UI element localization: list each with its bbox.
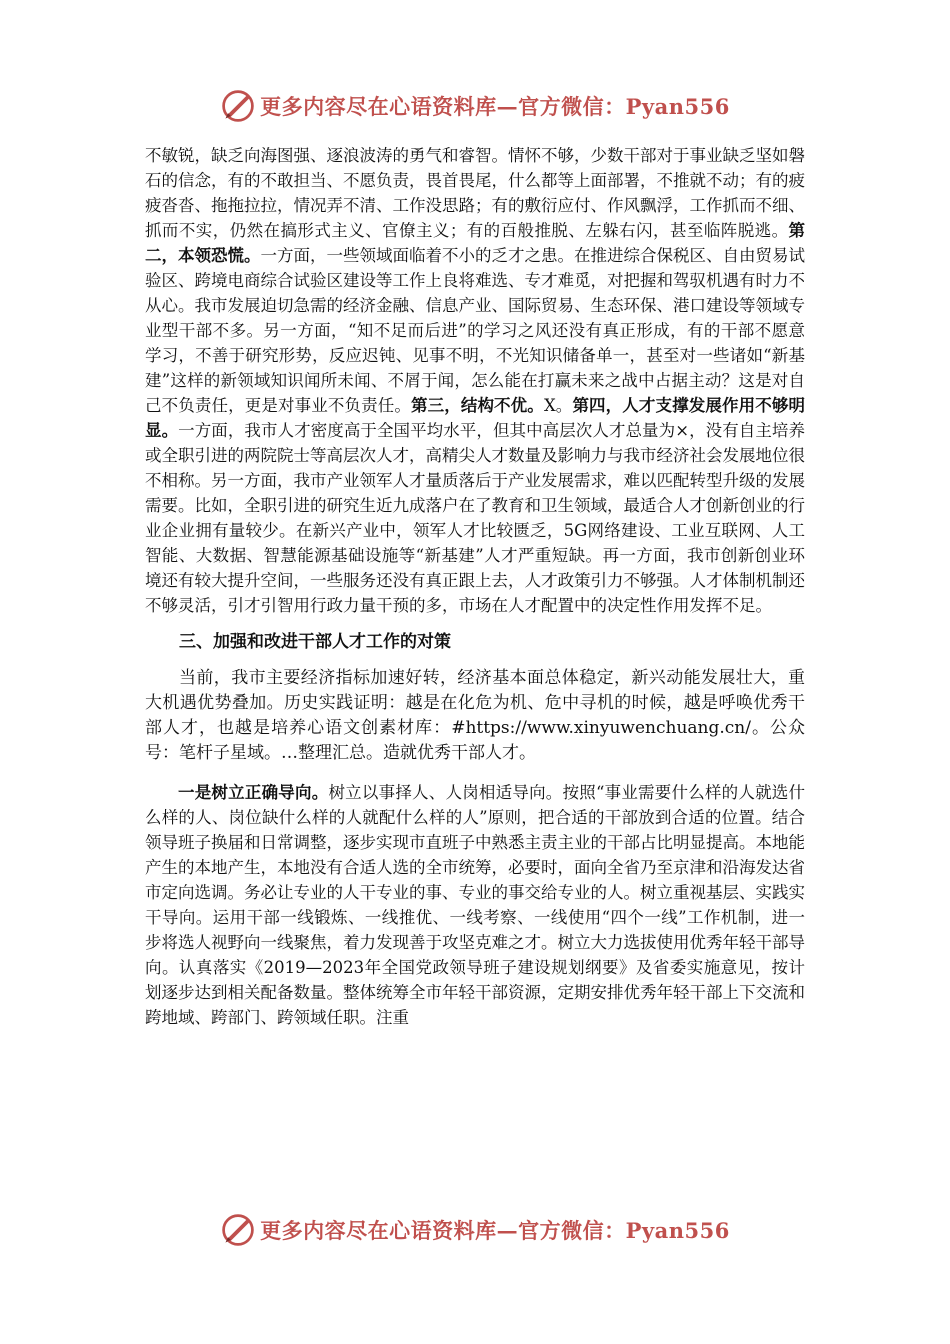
bold-point-2: 第二，本领恐慌。 [145,221,805,265]
paragraph-measure-1: 一是树立正确导向。树立以事择人、人岗相适导向。按照“事业需要什么样的人就选什么样的人、岗位缺什么样的人就配什么样的人”原则，把合适的干部放到合适的位置。结合领导班子换届和日常调整，逐步实现市直班子中熟悉主责主业的干部占比明显提高。本地能产生的本地产生，本地没有合适人选的全市统筹，必要时，面向全省乃至京津和沿海发达省市定向选调。务必让专业的人干专业的事、专业的事交给专业的人。树立重视基层、实践实干导向。运用干部一线锻炼、一线推优、一线考察、一线使用“四个一线”工作机制，进一步将选人视野向一线聚焦，着力发现善于攻坚克难之才。树立大力选拔使用优秀年轻干部导向。认真落实《2019—2023年全国党政领导班子建设规划纲要》及省委实施意见，按计划逐步达到相关配备数量。整体统筹全市年轻干部资源，定期安排优秀年轻干部上下交流和跨地域、跨部门、跨领域任职。注重 [145,783,806,1027]
footer-banner [0,1210,950,1250]
paragraph-challenges: 不敏锐，缺乏向海图强、逐浪波涛的勇气和睿智。情怀不够，少数干部对于事业缺乏坚如磐石的信念，有的不敢担当、不愿负责，畏首畏尾，什么都等上面部署，不推就不动；有的疲疲沓沓、拖拖拉拉，情况弄不清、工作没思路；有的敷衍应付、作风飘浮，工作抓而不细、抓而不实，仍然在搞形式主义、官僚主义；有的百般推脱、左躲右闪，甚至临阵脱逃。第二，本领恐慌。一方面，一些领域面临着不小的乏才之患。在推进综合保税区、自由贸易试验区、跨境电商综合试验区建设等工作上良将难选、专才难觅，对把握和驾驭机遇有时力不从心。我市发展迫切急需的经济金融、信息产业、国际贸易、生态环保、港口建设等领域专业型干部不多。另一方面，“知不足而后进”的学习之风还没有真正形成，有的干部不愿意学习，不善于研究形势，反应迟钝、见事不明，不光知识储备单一，甚至对一些诸如“新基建”这样的新领域知识闻所未闻、不屑于闻，怎么能在打赢未来之战中占据主动？这是对自己不负责任，更是对事业不负责任。第三，结构不优。X。第四，人才支撑发展作用不够明显。一方面，我市人才密度高于全国平均水平，但其中高层次人才总量为×，没有自主培养或全职引进的两院院士等高层次人才，高精尖人才数量及影响力与我市经济社会发展地位很不相称。另一方面，我市产业领军人才量质落后于产业发展需求，难以匹配转型升级的发展需要。比如，全职引进的研究生近九成落户在了教育和卫生领域，最适合人才创新创业的行业企业拥有量较少。在新兴产业中，领军人才比较匮乏，5G网络建设、工业互联网、人工智能、大数据、智慧能源基础设施等“新基建”人才严重短缺。再一方面，我市创新创业环境还有较大提升空间，一些服务还没有真正跟上去，人才政策引力不够强。人才体制机制还不够灵活，引才引智用行政力量干预的多，市场在人才配置中的决定性作用发挥不足。 [145,146,806,615]
bold-point-4: 第四，人才支撑发展作用不够明显。 [145,396,806,440]
pen-logo-icon [220,88,256,124]
paragraph-intro: 当前，我市主要经济指标加速好转，经济基本面总体稳定，新兴动能发展壮大，重大机遇优势叠加。历史实践证明：越是在化危为机、危中寻机的时候，越是呼唤优秀干部人才，也越是培养心语文创素材库：#https://www.xinyuwenchuang.cn/。公众号：笔杆子星域。…整理汇总。造就优秀干部人才。 [145,668,805,763]
header-banner [0,86,950,126]
document-body [145,143,805,1030]
banner-text: 更多内容尽在心语资料库—官方微信：Pyan556 [260,94,730,119]
banner-text: 更多内容尽在心语资料库—官方微信：Pyan556 [260,1218,730,1243]
bold-measure-1: 一是树立正确导向。 [178,783,329,802]
section-heading: 三、加强和改进干部人才工作的对策 [179,632,451,652]
pen-logo-icon [220,1212,256,1248]
bold-point-3: 第三，结构不优。 [410,396,544,415]
